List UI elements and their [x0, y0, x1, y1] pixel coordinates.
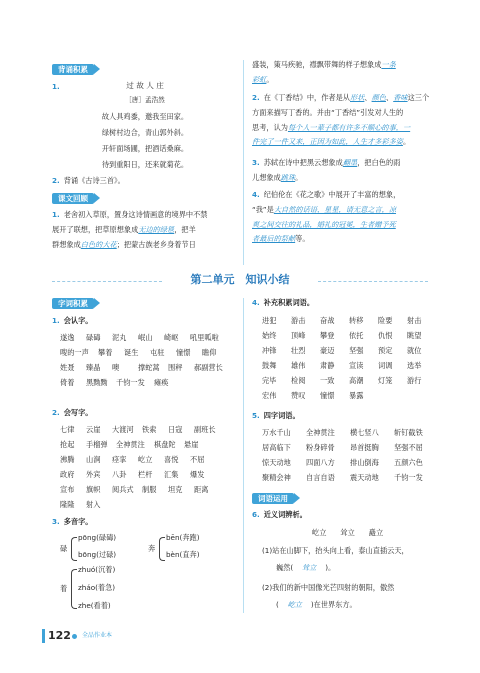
- book-name: 全品作业本: [82, 632, 113, 639]
- word: 七律: [60, 425, 75, 434]
- word-row: [262, 473, 442, 488]
- word: 碌碡: [86, 333, 101, 342]
- word-row: [60, 333, 240, 348]
- word: 宣布: [60, 485, 75, 494]
- word: 距离: [194, 485, 209, 494]
- section-tag-words: 字词积累: [52, 298, 94, 309]
- word: 射击: [407, 316, 422, 325]
- word-row: [60, 470, 240, 485]
- word-row: [60, 348, 240, 363]
- answer-text: 一条: [381, 60, 396, 69]
- word: 冲锋: [262, 346, 277, 355]
- word: 依托: [349, 331, 364, 340]
- synonym-options: [312, 528, 383, 539]
- synonym-option: 屹立: [312, 528, 327, 537]
- word: 姓聂: [60, 363, 75, 372]
- polyphone-char: 着: [60, 584, 68, 593]
- word-row: [262, 361, 442, 376]
- word: 千钧一发: [116, 378, 145, 387]
- word: 宏伟: [262, 391, 277, 400]
- word-row: [262, 376, 442, 391]
- recognize-words-grid: [60, 333, 240, 393]
- poem-title: 过 故 人 庄: [126, 81, 164, 90]
- answer-text: 彩虹: [252, 74, 267, 84]
- section-tag-review: 课文回顾: [52, 193, 94, 204]
- word-row: [60, 378, 240, 393]
- poem-line: 绿树村边合，青山郭外斜。: [101, 128, 189, 137]
- page-number-bar: [42, 629, 45, 643]
- word: 预定: [378, 346, 393, 355]
- review-item-1: 1. 老舍初入草原，置身这诗情画意的境界中不禁 展开了联想，把草原想象成无边的绿毯，把羊 群想象成白色的大花；把蒙古族老乡身着节日: [52, 210, 208, 249]
- review-item-4: 4. 纪伯伦在《花之歌》中展开了丰富的想象， “我”是大自然的话语，星星，请无意之言，凉 爽之间交往的礼品，婚礼的冠冕，生者赠予死 者最后的祭献等。: [252, 190, 401, 244]
- word: 横七竖八: [350, 428, 379, 437]
- word: 黑黝黝: [86, 378, 108, 387]
- synonym-question-1: (1)站在山脚下，抬头向上看，泰山直插云天， 巍然( 耸立 )。: [262, 546, 409, 572]
- word: 坚强不屈: [394, 443, 423, 452]
- word: 千钧一发: [394, 473, 423, 482]
- word: 沸腾: [60, 455, 75, 464]
- word: 瘫痪: [154, 378, 169, 387]
- word: 粉身碎骨: [306, 443, 335, 452]
- poem-line: 待到重阳日，还来就菊花。: [101, 160, 189, 169]
- polyphone-reading: bōng(过碌): [78, 550, 117, 559]
- answer-text: 无边的绿毯: [138, 224, 175, 234]
- word: 喜悦: [164, 455, 179, 464]
- word: 转移: [349, 316, 364, 325]
- word: 五颜六色: [394, 458, 423, 467]
- review-continued: 盛装，策马疾驰，襟飘带舞的样子想象成一条 彩虹。: [252, 60, 396, 84]
- word-row: [60, 485, 240, 500]
- answer-text: 白色的大花: [80, 239, 117, 249]
- polyphone-reading: bēn(奔跑): [166, 533, 200, 542]
- word: 臻晶: [86, 363, 101, 372]
- word: 一致: [320, 376, 335, 385]
- word: 攀登: [320, 331, 335, 340]
- word: 攀着: [98, 348, 113, 357]
- word: 壮烈: [291, 346, 306, 355]
- footer-dot-icon: [72, 634, 77, 639]
- word: 排山倒海: [350, 458, 379, 467]
- word: 顶峰: [291, 331, 306, 340]
- word: 隆隆: [60, 500, 75, 509]
- word: 岷山: [138, 333, 153, 342]
- word: 痉挛: [112, 455, 127, 464]
- word: 检阅: [291, 376, 306, 385]
- word: 游行: [407, 376, 422, 385]
- word: 郝副营长: [194, 363, 223, 372]
- word: 居高临下: [262, 443, 291, 452]
- word: 进犯: [262, 316, 277, 325]
- word: 悬崖: [184, 440, 199, 449]
- word: 日寇: [168, 425, 183, 434]
- polyphone-reading: pōng(碌碡): [78, 533, 117, 542]
- word: 铁索: [142, 425, 157, 434]
- word: 鼓舞: [262, 361, 277, 370]
- word-row: [262, 458, 442, 473]
- polyphone-bracket: [71, 569, 77, 609]
- section-tag-usage: 词语运用: [252, 493, 294, 504]
- word: 阅兵式: [112, 485, 134, 494]
- word: 游击: [291, 316, 306, 325]
- word: 憧憬: [176, 348, 191, 357]
- word: 噢: [112, 363, 120, 372]
- column-divider: [243, 60, 244, 265]
- word: 惊天动地: [262, 458, 291, 467]
- section-heading-write: 2. 会写字。: [52, 408, 93, 417]
- word: 灯笼: [378, 376, 393, 385]
- word: 抢起: [60, 440, 75, 449]
- word: 旗帜: [86, 485, 101, 494]
- word: 手榴弹: [86, 440, 108, 449]
- word: 嗖的一声: [60, 348, 89, 357]
- poem-line: 开轩面场圃，把酒话桑麻。: [101, 144, 189, 153]
- word: 奋战: [320, 316, 335, 325]
- word-row: [262, 316, 442, 331]
- column-divider: [243, 298, 244, 613]
- word: 吼里呱啦: [190, 333, 219, 342]
- word-row: [262, 346, 442, 361]
- review-item-3: 3. 苏轼在诗中把黑云想象成翻墨，把白色的雨 儿想象成跳珠。: [252, 158, 401, 182]
- word-row: [262, 443, 442, 458]
- synonym-option: 耸立: [340, 528, 355, 537]
- word: 坦克: [168, 485, 183, 494]
- word: 肃静: [320, 361, 335, 370]
- supplement-words-grid: [262, 316, 442, 406]
- word: 选举: [407, 361, 422, 370]
- word: 爆发: [190, 470, 205, 479]
- word-row: [60, 440, 240, 455]
- synonym-option: 矗立: [368, 528, 384, 537]
- word: 仇恨: [378, 331, 393, 340]
- word: 全神贯注: [116, 440, 145, 449]
- polyphone-reading: zhe(看着): [78, 601, 111, 610]
- word: 四面八方: [306, 458, 335, 467]
- word: 诞生: [124, 348, 139, 357]
- word-row: [262, 428, 442, 443]
- write-words-grid: [60, 425, 240, 515]
- word: 暴露: [349, 391, 364, 400]
- word: 聚精会神: [262, 473, 291, 482]
- word: 雄伟: [291, 361, 306, 370]
- word: 山涧: [86, 455, 101, 464]
- synonym-question-2: (2)我们的新中国像光芒四射的朝阳，傲然 ( 屹立 )在世界东方。: [262, 583, 395, 609]
- page-number: 122: [48, 629, 71, 642]
- word: 大渡河: [112, 425, 134, 434]
- polyphone-bracket: [159, 537, 165, 561]
- word-row: [262, 391, 442, 406]
- poem-author: ［唐］孟浩然: [125, 96, 165, 104]
- word: 就位: [407, 346, 422, 355]
- word: 昂首挺胸: [350, 443, 379, 452]
- answer-text: 屹立: [287, 599, 302, 609]
- word: 全神贯注: [306, 428, 335, 437]
- word: 始终: [262, 331, 277, 340]
- word: 遂逸: [60, 333, 75, 342]
- word: 瞻仰: [202, 348, 217, 357]
- word-row: [60, 455, 240, 470]
- word: 围秤: [168, 363, 183, 372]
- word-row: [262, 331, 442, 346]
- word: 崎岖: [164, 333, 179, 342]
- item-number: 1.: [52, 82, 60, 91]
- answer-text: 耸立: [301, 562, 317, 572]
- word: 栏杆: [138, 470, 153, 479]
- unit-title: 第二单元 知识小结: [190, 273, 290, 286]
- polyphone-bracket: [71, 537, 77, 561]
- recite-item-2: 2. 背诵《古诗三首》。: [52, 176, 125, 185]
- word: 棋盘陀: [154, 440, 176, 449]
- word: 射入: [86, 500, 101, 509]
- word: 屹立: [138, 455, 153, 464]
- word: 汇集: [164, 470, 179, 479]
- polyphone-reading: zháo(着急): [78, 583, 116, 592]
- title-rule-right: [318, 281, 428, 282]
- word: 不屈: [190, 455, 205, 464]
- word: 高潮: [349, 376, 364, 385]
- word-row: [60, 363, 240, 378]
- word: 副班长: [194, 425, 216, 434]
- word-row: [60, 500, 240, 515]
- section-heading-polyphone: 3. 多音字。: [52, 517, 93, 526]
- word: 外宾: [86, 470, 101, 479]
- word: 坚强: [349, 346, 364, 355]
- word: 制服: [142, 485, 157, 494]
- word: 眺望: [407, 331, 422, 340]
- word: 斩钉截铁: [394, 428, 423, 437]
- section-heading-supplement: 4. 补充积累词语。: [252, 298, 315, 307]
- word: 倚着: [60, 378, 75, 387]
- polyphone-char: 碌: [60, 544, 68, 553]
- word: 赞叹: [291, 391, 306, 400]
- word: 云崖: [86, 425, 101, 434]
- word: 震天动地: [350, 473, 379, 482]
- polyphone-reading: bèn(直奔): [166, 550, 200, 559]
- section-heading-idioms: 5. 四字词语。: [252, 411, 300, 420]
- word: 万水千山: [262, 428, 291, 437]
- word: 撑蛇蒿: [138, 363, 160, 372]
- word-row: [60, 425, 240, 440]
- poem-line: 故人具鸡黍，邀我至田家。: [101, 112, 189, 121]
- review-item-2: 2. 在《丁香结》中，作者是从形状、颜色、香味这三个 方面来描写丁香的。并由“丁香结”引发对人生的 思考，认为每个人一辈子都有许多不顺心的事，一 件完了一件又来，正因为如此，人生才多彩多姿。: [252, 93, 430, 147]
- word: 险要: [378, 316, 393, 325]
- idioms-grid: [262, 428, 442, 488]
- word: 宣读: [349, 361, 364, 370]
- word: 政府: [60, 470, 75, 479]
- word: 自言自语: [306, 473, 335, 482]
- word: 八卦: [112, 470, 127, 479]
- word: 豪迈: [320, 346, 335, 355]
- word: 词调: [378, 361, 393, 370]
- section-heading-synonyms: 6. 近义词辨析。: [252, 510, 307, 519]
- section-tag-recite: 背诵积累: [52, 64, 94, 75]
- polyphone-char: 奔: [148, 544, 156, 553]
- word: 完毕: [262, 376, 277, 385]
- polyphone-reading: zhuó(沉着): [78, 565, 116, 574]
- word: 憧憬: [320, 391, 335, 400]
- section-heading-recognize: 1. 会认字。: [52, 316, 93, 325]
- word: 屯驻: [150, 348, 165, 357]
- word: 泥丸: [112, 333, 127, 342]
